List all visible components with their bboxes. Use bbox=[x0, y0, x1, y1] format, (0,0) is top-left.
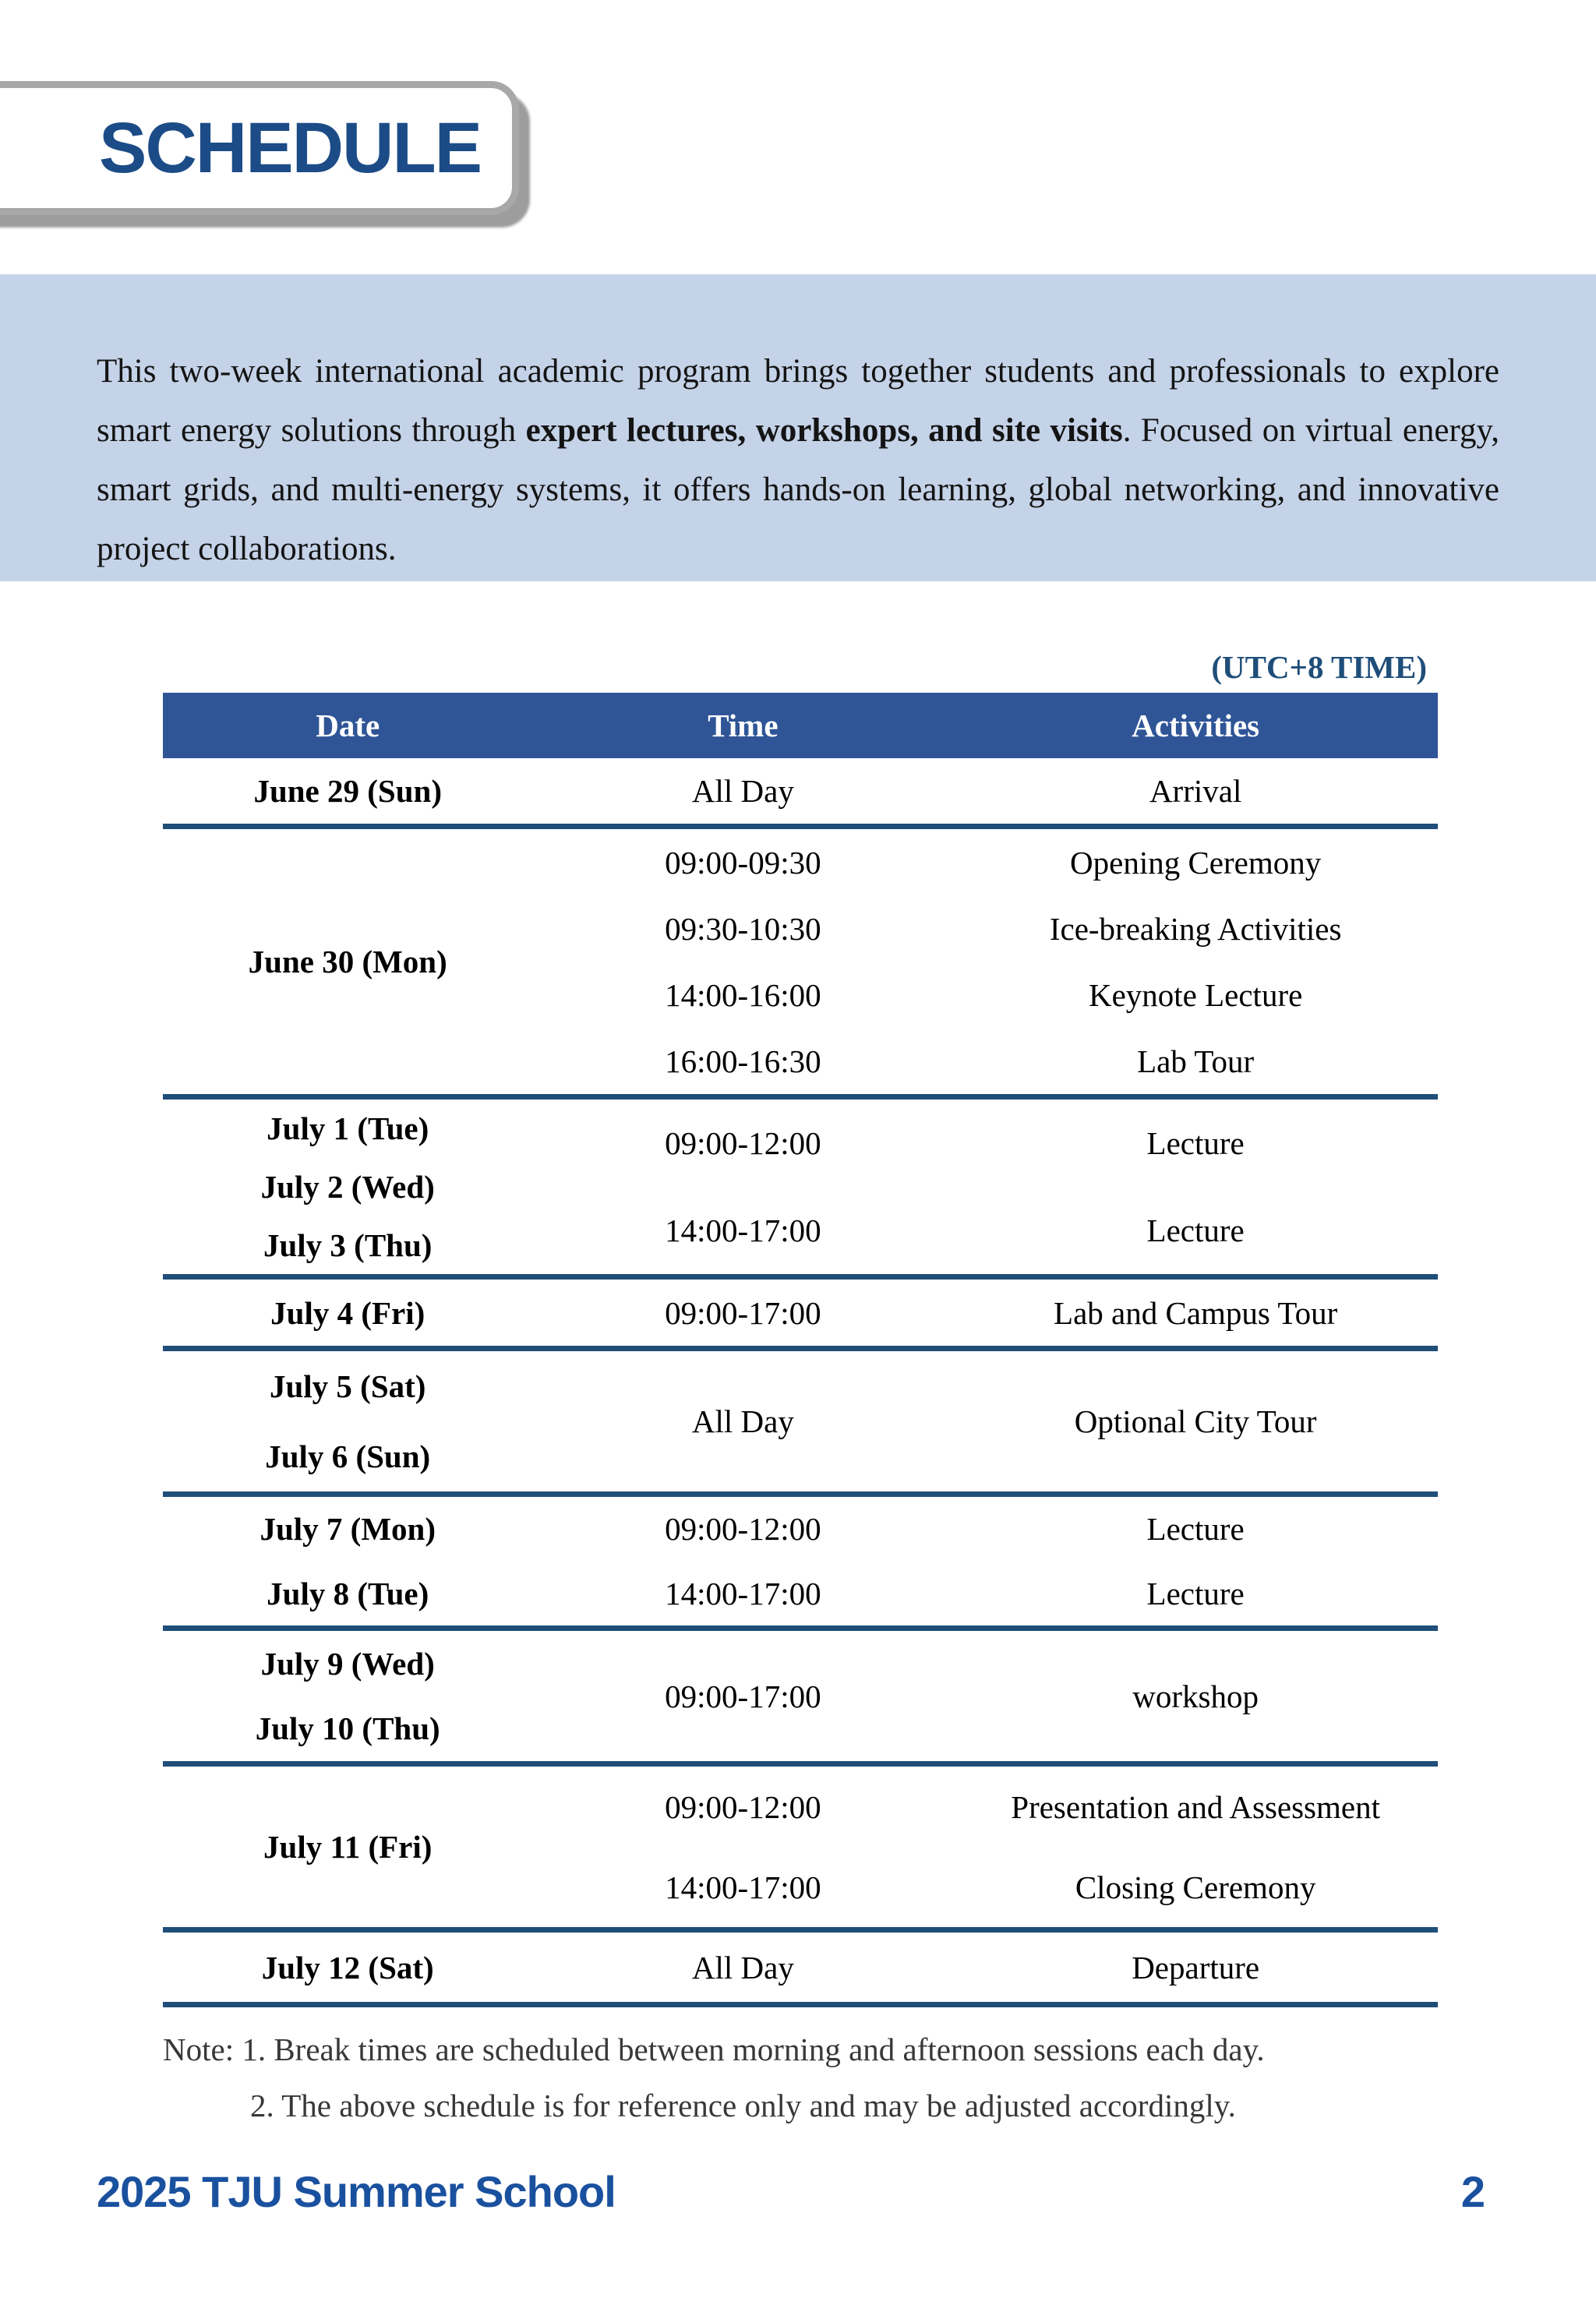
time-value: 14:00-16:00 bbox=[665, 976, 821, 1013]
table-group-row bbox=[163, 1280, 1438, 1351]
schedule-table bbox=[163, 693, 1438, 2007]
activity-value: Lecture bbox=[1146, 1511, 1245, 1548]
date-label: July 4 (Fri) bbox=[270, 1294, 425, 1331]
header-time: Time bbox=[708, 708, 779, 743]
sessions-cell bbox=[532, 758, 1438, 824]
time-value: 14:00-17:00 bbox=[665, 1575, 821, 1611]
time-value: 09:00-17:00 bbox=[665, 1294, 821, 1331]
activity-value: Lecture bbox=[1146, 1575, 1245, 1611]
notes-block bbox=[163, 2031, 1488, 2124]
session-row bbox=[532, 844, 1438, 881]
date-label: July 10 (Thu) bbox=[255, 1710, 440, 1747]
time-value: 14:00-17:00 bbox=[665, 1869, 821, 1905]
page-title: SCHEDULE bbox=[99, 108, 482, 188]
date-cell bbox=[163, 1933, 532, 2002]
activity-value: Presentation and Assessment bbox=[1011, 1788, 1380, 1825]
date-label: July 5 (Sat) bbox=[269, 1368, 426, 1404]
session-row bbox=[532, 1510, 1438, 1548]
time-value: All Day bbox=[691, 773, 794, 809]
date-label: July 3 (Thu) bbox=[263, 1227, 433, 1263]
sessions-cell bbox=[532, 829, 1438, 1094]
time-value: 09:00-17:00 bbox=[665, 1678, 821, 1714]
date-label: July 9 (Wed) bbox=[260, 1645, 435, 1682]
date-label: July 2 (Wed) bbox=[260, 1168, 435, 1205]
activity-value: Opening Ceremony bbox=[1070, 844, 1322, 881]
time-value: 16:00-16:30 bbox=[665, 1043, 821, 1079]
table-group-row bbox=[163, 758, 1438, 829]
session-row bbox=[532, 910, 1438, 948]
date-cell bbox=[163, 1631, 532, 1761]
table-group-row bbox=[163, 1933, 1438, 2007]
activity-value: Lecture bbox=[1146, 1125, 1245, 1161]
table-group-row bbox=[163, 1631, 1438, 1767]
intro-text-before: This two-week international academic program brings together students and professionals to explore smart energy solutions through bbox=[97, 353, 1499, 449]
intro-text-after: . Focused on virtual energy, smart grids, and multi-energy systems, it offers hands-on learning, global networking, and innovative project collaborations. bbox=[97, 412, 1499, 567]
page-number: 2 bbox=[1460, 2167, 1485, 2216]
sessions-cell bbox=[532, 1767, 1438, 1927]
intro-paragraph bbox=[97, 342, 1499, 579]
session-row bbox=[532, 1043, 1438, 1080]
header-date: Date bbox=[316, 708, 380, 743]
time-value: All Day bbox=[691, 1949, 794, 1986]
activity-value: Keynote Lecture bbox=[1088, 976, 1303, 1013]
intro-text-bold: expert lectures, workshops, and site visits bbox=[525, 412, 1123, 449]
date-label: July 8 (Tue) bbox=[267, 1575, 429, 1611]
sessions-cell bbox=[532, 1280, 1438, 1346]
note-line-1: Note: 1. Break times are scheduled between morning and afternoon sessions each day. bbox=[163, 2031, 1265, 2067]
time-value: 09:00-12:00 bbox=[665, 1788, 821, 1825]
timezone-label: (UTC+8 TIME) bbox=[1211, 649, 1427, 685]
session-row bbox=[532, 1403, 1438, 1440]
activity-value: Lecture bbox=[1146, 1213, 1245, 1248]
activity-value: Closing Ceremony bbox=[1075, 1869, 1316, 1905]
sessions-cell bbox=[532, 1933, 1438, 2002]
time-value: 09:00-09:30 bbox=[665, 844, 821, 881]
time-value: 09:00-12:00 bbox=[665, 1511, 821, 1548]
note-line-2: 2. The above schedule is for reference only and may be adjusted accordingly. bbox=[250, 2088, 1236, 2123]
date-label: June 30 (Mon) bbox=[248, 944, 447, 980]
time-value: All Day bbox=[691, 1403, 794, 1439]
activity-value: Arrival bbox=[1149, 773, 1242, 809]
header-activities: Activities bbox=[1132, 708, 1260, 743]
time-value: 09:00-12:00 bbox=[665, 1125, 821, 1161]
table-group-row bbox=[163, 829, 1438, 1100]
table-header-row bbox=[163, 693, 1438, 758]
session-row bbox=[532, 1212, 1438, 1249]
date-label: July 6 (Sun) bbox=[265, 1438, 431, 1474]
footer-brand: 2025 TJU Summer School bbox=[97, 2167, 616, 2216]
activity-value: Lab and Campus Tour bbox=[1054, 1294, 1338, 1331]
time-value: 14:00-17:00 bbox=[665, 1213, 821, 1248]
activity-value: Ice-breaking Activities bbox=[1049, 910, 1342, 947]
session-row bbox=[532, 1124, 1438, 1162]
table-group-row bbox=[163, 1497, 1438, 1631]
sessions-cell bbox=[532, 1631, 1438, 1761]
sessions-cell bbox=[532, 1100, 1438, 1274]
date-cell bbox=[163, 758, 532, 824]
date-label: July 7 (Mon) bbox=[260, 1511, 436, 1548]
date-cell bbox=[163, 1767, 532, 1927]
date-cell bbox=[163, 829, 532, 1094]
session-row bbox=[532, 1575, 1438, 1612]
session-row bbox=[532, 976, 1438, 1014]
session-row bbox=[532, 1678, 1438, 1715]
table-group-row bbox=[163, 1351, 1438, 1497]
activity-value: Departure bbox=[1132, 1949, 1260, 1986]
table-group-row bbox=[163, 1100, 1438, 1280]
sessions-cell bbox=[532, 1351, 1438, 1491]
session-row bbox=[532, 1869, 1438, 1906]
date-cell bbox=[163, 1351, 532, 1491]
date-cell bbox=[163, 1497, 532, 1626]
table-body bbox=[163, 758, 1438, 2007]
date-cell bbox=[163, 1100, 532, 1274]
date-label: July 11 (Fri) bbox=[263, 1829, 433, 1865]
activity-value: Optional City Tour bbox=[1074, 1403, 1317, 1439]
activity-value: workshop bbox=[1132, 1678, 1259, 1714]
session-row bbox=[532, 772, 1438, 810]
session-row bbox=[532, 1294, 1438, 1332]
time-value: 09:30-10:30 bbox=[665, 910, 821, 947]
date-label: July 12 (Sat) bbox=[261, 1949, 434, 1986]
date-cell bbox=[163, 1280, 532, 1346]
activity-value: Lab Tour bbox=[1137, 1043, 1255, 1079]
table-group-row bbox=[163, 1767, 1438, 1933]
date-label: July 1 (Tue) bbox=[267, 1110, 429, 1147]
date-label: June 29 (Sun) bbox=[253, 773, 442, 809]
session-row bbox=[532, 1949, 1438, 1986]
schedule-title-badge bbox=[0, 81, 519, 215]
session-row bbox=[532, 1788, 1438, 1826]
sessions-cell bbox=[532, 1497, 1438, 1626]
intro-band bbox=[0, 274, 1596, 581]
